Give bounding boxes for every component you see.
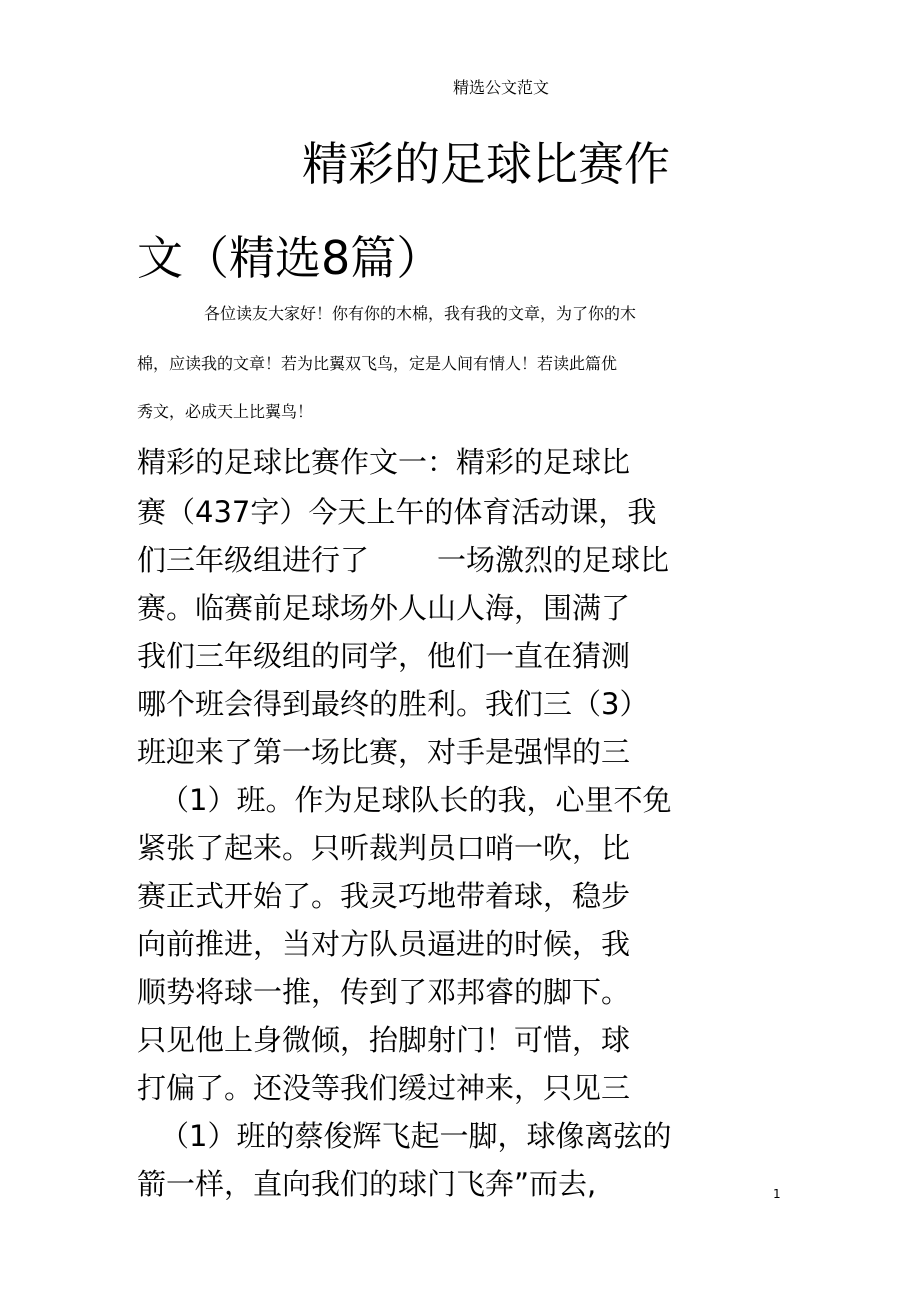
body-line-8: （1）班。作为足球队长的我，心里不免 bbox=[160, 783, 672, 817]
body-line-2: 赛（437字）今天上午的体育活动课，我 bbox=[137, 495, 657, 529]
body-line-9: 紧张了起来。只听裁判员口哨一吹，比 bbox=[137, 831, 631, 865]
body-line-1: 精彩的足球比赛作文一：精彩的足球比 bbox=[137, 445, 631, 479]
document-title-line-1: 精彩的足球比赛作 bbox=[302, 137, 670, 191]
body-line-12: 顺势将球一推，传到了邓邦睿的脚下。 bbox=[137, 975, 631, 1009]
body-line-10: 赛正式开始了。我灵巧地带着球，稳步 bbox=[137, 879, 631, 913]
intro-line-2: 棉，应读我的文章！若为比翼双飞鸟，定是人间有情人！若读此篇优 bbox=[137, 354, 618, 373]
document-title-line-2: 文（精选8篇） bbox=[137, 231, 443, 285]
page-header: 精选公文范文 bbox=[452, 78, 549, 97]
body-line-3-part-1: 们三年级组进行了 bbox=[137, 543, 370, 577]
body-line-5: 我们三年级组的同学，他们一直在猜测 bbox=[137, 639, 631, 673]
body-line-11: 向前推进，当对方队员逼进的时候，我 bbox=[137, 927, 631, 961]
body-line-7: 班迎来了第一场比赛，对手是强悍的三 bbox=[137, 735, 631, 769]
body-line-14: 打偏了。还没等我们缓过神来，只见三 bbox=[137, 1071, 631, 1105]
body-line-6: 哪个班会得到最终的胜利。我们三（3） bbox=[137, 687, 649, 721]
body-line-15: （1）班的蔡俊辉飞起一脚，球像离弦的 bbox=[160, 1119, 672, 1153]
intro-line-3: 秀文，必成天上比翼鸟！ bbox=[137, 402, 314, 421]
intro-line-1: 各位读友大家好！你有你的木棉，我有我的文章，为了你的木 bbox=[204, 304, 637, 323]
page-number: 1 bbox=[773, 1187, 781, 1201]
body-line-13: 只见他上身微倾，抬脚射门！可惜，球 bbox=[137, 1023, 631, 1057]
body-line-3 bbox=[137, 542, 669, 578]
body-line-4: 赛。临赛前足球场外人山人海，围满了 bbox=[137, 591, 631, 625]
body-line-16: 箭一样，直向我们的球门飞奔”而去, bbox=[137, 1167, 597, 1201]
body-line-3-part-2: 一场激烈的足球比 bbox=[437, 543, 670, 577]
